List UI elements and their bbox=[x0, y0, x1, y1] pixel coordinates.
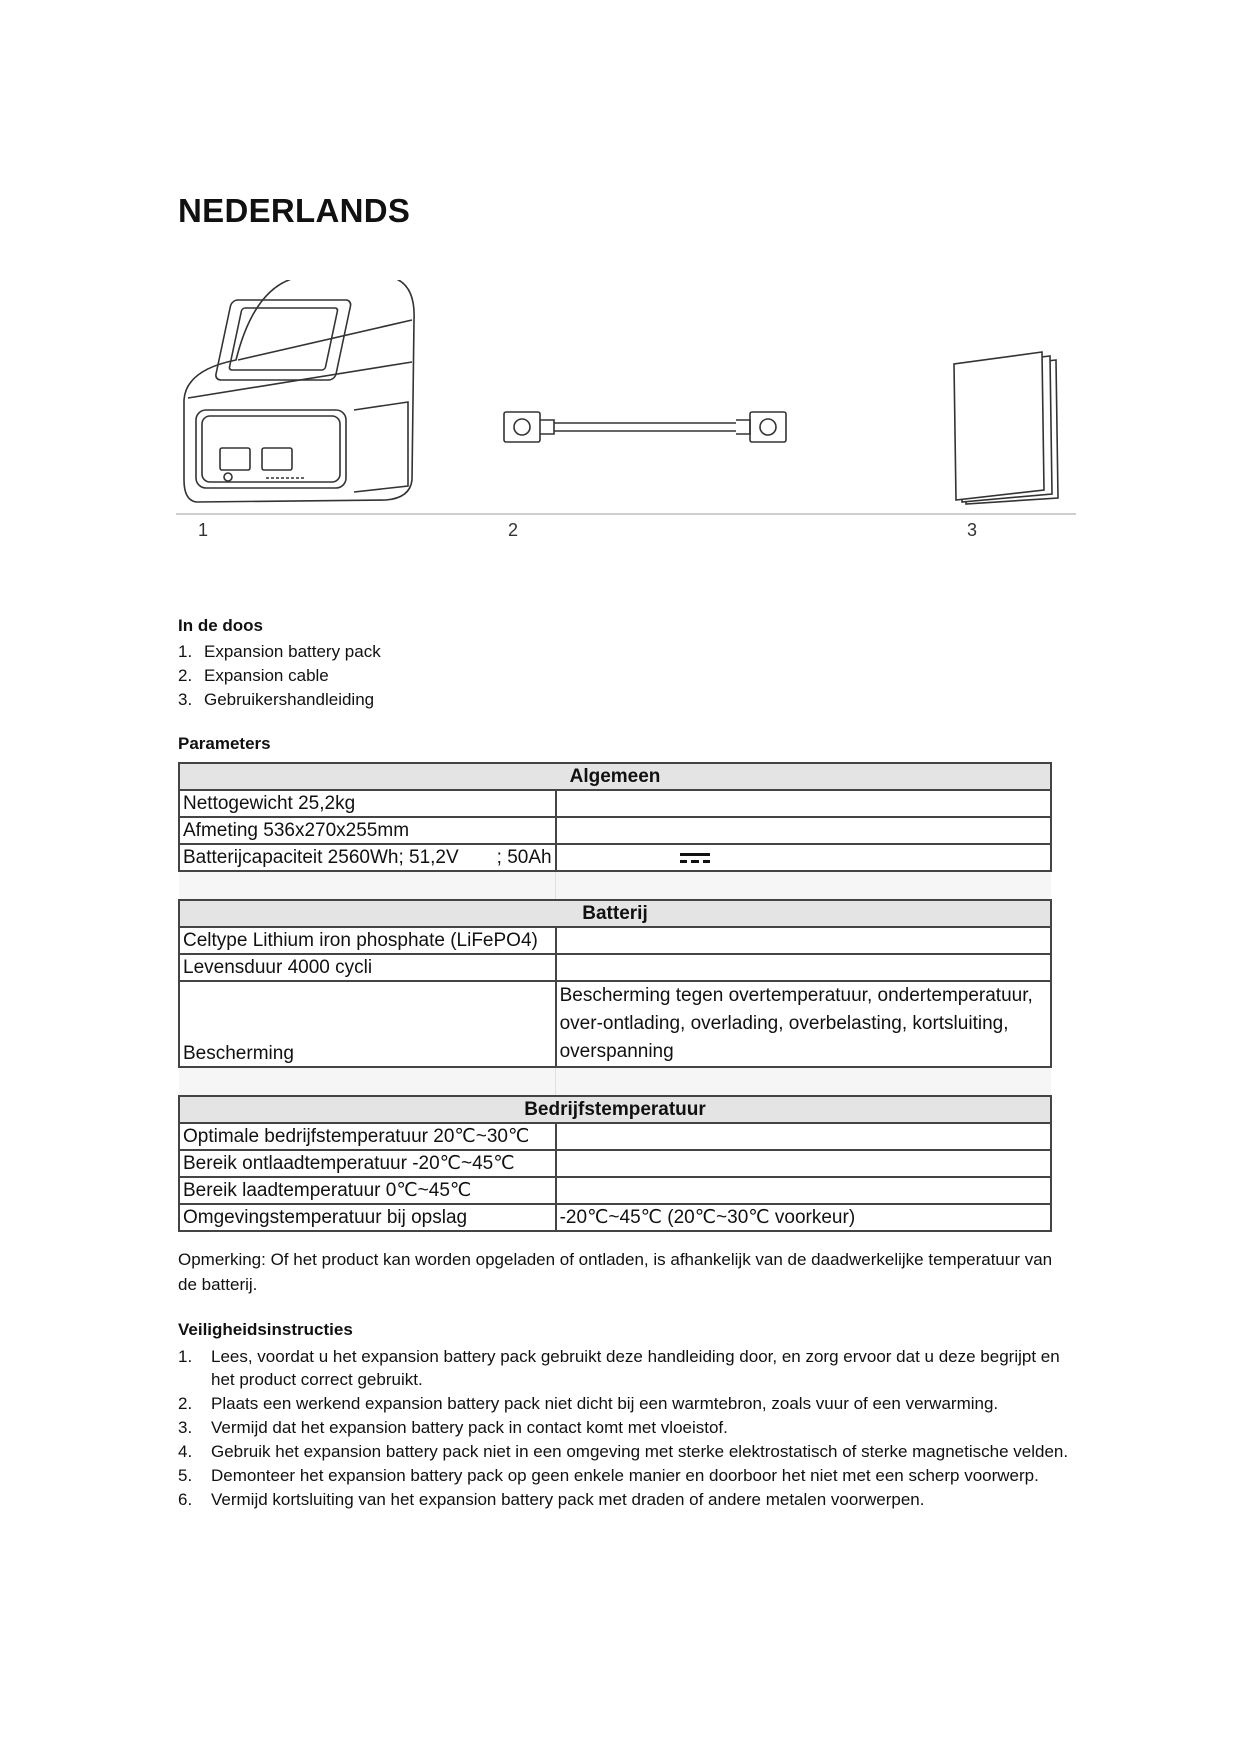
param-value: -20℃~45℃ (20℃~30℃ voorkeur) bbox=[556, 1204, 1051, 1231]
param-label: Optimale bedrijfstemperatuur 20℃~30℃ bbox=[179, 1123, 556, 1150]
capacity-ah-text: ; 50Ah bbox=[496, 847, 552, 868]
item-text: Vermijd dat het expansion battery pack in contact komt met vloeistof. bbox=[211, 1418, 728, 1437]
param-value bbox=[556, 954, 1051, 981]
table-row bbox=[179, 954, 1051, 981]
spacer-cell bbox=[179, 871, 556, 900]
param-label bbox=[179, 844, 556, 871]
table-row bbox=[179, 1150, 1051, 1177]
page-title: NEDERLANDS bbox=[178, 192, 411, 229]
param-label: Bescherming bbox=[179, 981, 556, 1067]
figure-divider bbox=[176, 513, 1076, 515]
item-number: 5. bbox=[178, 1466, 193, 1485]
table-header-row bbox=[179, 1096, 1051, 1123]
param-label: Afmeting 536x270x255mm bbox=[179, 817, 556, 844]
list-item bbox=[178, 1464, 1078, 1487]
table-row bbox=[179, 1177, 1051, 1204]
user-manual-illustration bbox=[954, 352, 1058, 504]
safety-heading: Veiligheidsinstructies bbox=[178, 1320, 353, 1339]
list-item bbox=[178, 1488, 1078, 1511]
param-value bbox=[556, 927, 1051, 954]
item-number: 6. bbox=[178, 1490, 193, 1509]
in-the-box-heading: In de doos bbox=[178, 616, 263, 635]
parameters-table bbox=[178, 762, 1052, 1232]
table-row bbox=[179, 1204, 1051, 1231]
table-row bbox=[179, 981, 1051, 1067]
list-item bbox=[178, 688, 381, 712]
param-value bbox=[556, 1150, 1051, 1177]
param-value bbox=[556, 1177, 1051, 1204]
spacer-row bbox=[179, 1067, 1051, 1096]
item-text: Expansion cable bbox=[204, 666, 329, 685]
item-number: 2. bbox=[178, 666, 193, 685]
param-label: Nettogewicht 25,2kg bbox=[179, 790, 556, 817]
battery-header: Batterij bbox=[179, 900, 1051, 927]
param-value bbox=[556, 790, 1051, 817]
item-text: Expansion battery pack bbox=[204, 642, 381, 661]
spacer-cell bbox=[556, 871, 1051, 900]
param-value bbox=[556, 1123, 1051, 1150]
list-item bbox=[178, 640, 381, 664]
general-header: Algemeen bbox=[179, 763, 1051, 790]
table-header-row bbox=[179, 763, 1051, 790]
figure-label-3: 3 bbox=[967, 520, 978, 540]
item-number: 1. bbox=[178, 642, 193, 661]
figure-label-1: 1 bbox=[198, 520, 209, 540]
safety-list bbox=[178, 1345, 1078, 1512]
list-item bbox=[178, 1440, 1078, 1463]
param-label: Celtype Lithium iron phosphate (LiFePO4) bbox=[179, 927, 556, 954]
spacer-cell bbox=[179, 1067, 556, 1096]
item-text: Demonteer het expansion battery pack op geen enkele manier en doorboor het niet met een scherp voorwerp. bbox=[211, 1466, 1039, 1485]
table-row bbox=[179, 790, 1051, 817]
figure-label-2: 2 bbox=[508, 520, 519, 540]
spacer-cell bbox=[556, 1067, 1051, 1096]
capacity-text: Batterijcapaciteit 2560Wh; 51,2V bbox=[183, 847, 459, 868]
battery-pack-illustration bbox=[184, 280, 414, 502]
spacer-row bbox=[179, 871, 1051, 900]
table-row bbox=[179, 817, 1051, 844]
table-row bbox=[179, 927, 1051, 954]
item-number: 3. bbox=[178, 1418, 193, 1437]
param-label: Bereik ontlaadtemperatuur -20℃~45℃ bbox=[179, 1150, 556, 1177]
table-row bbox=[179, 1123, 1051, 1150]
item-number: 1. bbox=[178, 1347, 193, 1366]
item-text: Gebruikershandleiding bbox=[204, 690, 375, 709]
in-the-box-list bbox=[178, 640, 381, 712]
temperature-header: Bedrijfstemperatuur bbox=[179, 1096, 1051, 1123]
param-value: Bescherming tegen overtemperatuur, ondertemperatuur, over-ontlading, overlading, overbelasting, kortsluiting, overspanning bbox=[556, 981, 1051, 1067]
param-label: Levensduur 4000 cycli bbox=[179, 954, 556, 981]
expansion-cable-illustration bbox=[504, 412, 786, 442]
item-number: 2. bbox=[178, 1394, 193, 1413]
item-text: Plaats een werkend expansion battery pack niet dicht bij een warmtebron, zoals vuur of een verwarming. bbox=[211, 1394, 999, 1413]
list-item bbox=[178, 664, 381, 688]
parameters-heading: Parameters bbox=[178, 734, 271, 753]
list-item bbox=[178, 1345, 1078, 1391]
table-header-row bbox=[179, 900, 1051, 927]
item-number: 4. bbox=[178, 1442, 193, 1461]
item-text: Gebruik het expansion battery pack niet in een omgeving met sterke elektrostatisch of sterke magnetische velden. bbox=[211, 1442, 1069, 1461]
box-contents-illustration bbox=[176, 280, 1076, 560]
item-text: Vermijd kortsluiting van het expansion battery pack met draden of andere metalen voorwerpen. bbox=[211, 1490, 925, 1509]
item-text: Lees, voordat u het expansion battery pack gebruikt deze handleiding door, en zorg ervoor dat u deze begrijpt en het product correct gebruikt. bbox=[211, 1347, 1060, 1389]
table-row bbox=[179, 844, 1051, 871]
param-value bbox=[556, 817, 1051, 844]
param-value bbox=[556, 844, 1051, 871]
list-item bbox=[178, 1392, 1078, 1415]
param-label: Bereik laadtemperatuur 0℃~45℃ bbox=[179, 1177, 556, 1204]
param-label: Omgevingstemperatuur bij opslag bbox=[179, 1204, 556, 1231]
temperature-note: Opmerking: Of het product kan worden opgeladen of ontladen, is afhankelijk van de daadwerkelijke temperatuur van de batterij. bbox=[178, 1250, 1053, 1294]
dc-symbol-icon bbox=[680, 852, 710, 864]
list-item bbox=[178, 1416, 1078, 1439]
item-number: 3. bbox=[178, 690, 193, 709]
